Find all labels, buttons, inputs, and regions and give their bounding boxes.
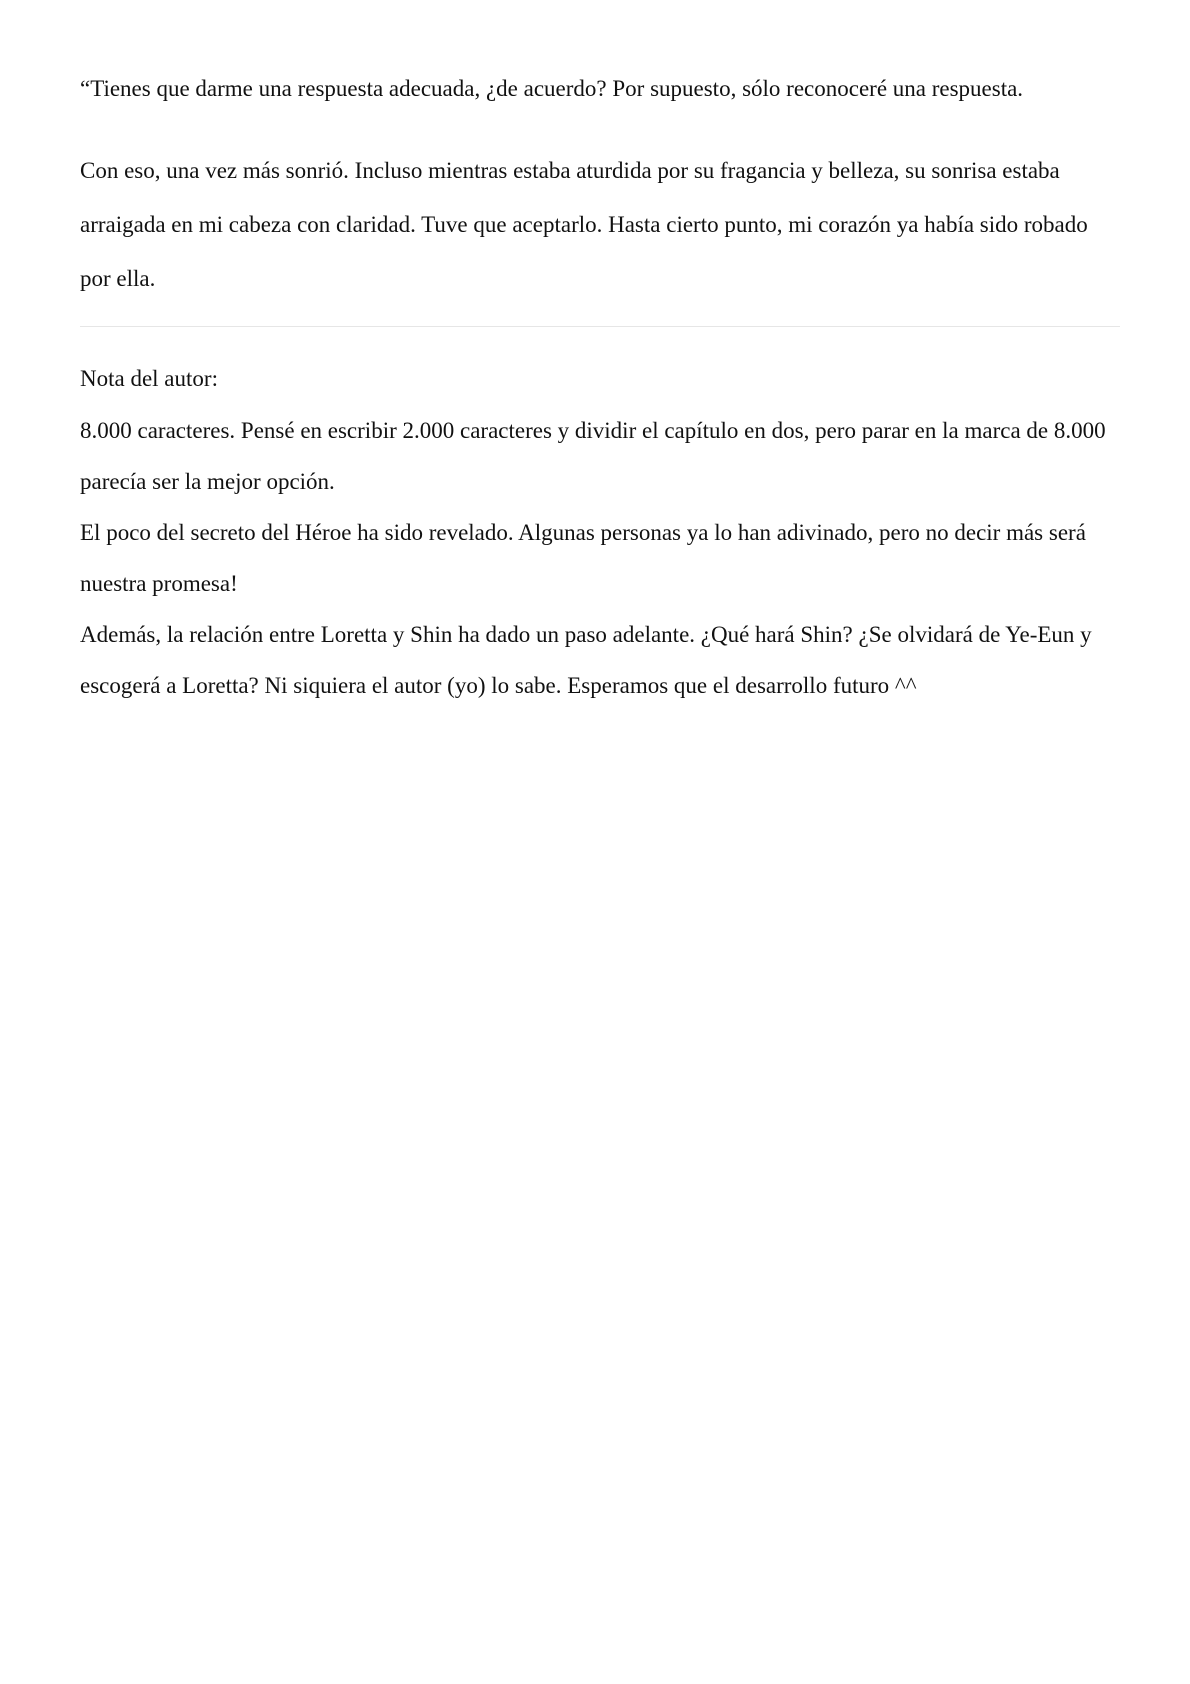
section-divider (80, 326, 1120, 327)
story-paragraph-narration: Con eso, una vez más sonrió. Incluso mientras estaba aturdida por su fragancia y belleza, su sonrisa estaba arraigada en mi cabeza con claridad. Tuve que aceptarlo. Hasta cierto punto, mi corazón ya había sido robado por ella. (80, 158, 1088, 291)
document-content (80, 62, 1120, 711)
author-note-line-relationship: Además, la relación entre Loretta y Shin ha dado un paso adelante. ¿Qué hará Shin? ¿Se olvidará de Ye-Eun y escogerá a Loretta? Ni siquiera el autor (yo) lo sabe. Esperamos que el desarrollo futuro ^^ (80, 622, 1092, 698)
author-note-line-secret: El poco del secreto del Héroe ha sido revelado. Algunas personas ya lo han adivinado, pero no decir más será nuestra promesa! (80, 520, 1086, 596)
author-note-title: Nota del autor: (80, 366, 218, 391)
author-note (80, 353, 1120, 711)
author-note-line-characters: 8.000 caracteres. Pensé en escribir 2.000 caracteres y dividir el capítulo en dos, pero parar en la marca de 8.000 parecía ser la mejor opción. (80, 418, 1106, 494)
story-paragraph-dialogue: “Tienes que darme una respuesta adecuada, ¿de acuerdo? Por supuesto, sólo reconoceré una respuesta. (80, 76, 1024, 101)
